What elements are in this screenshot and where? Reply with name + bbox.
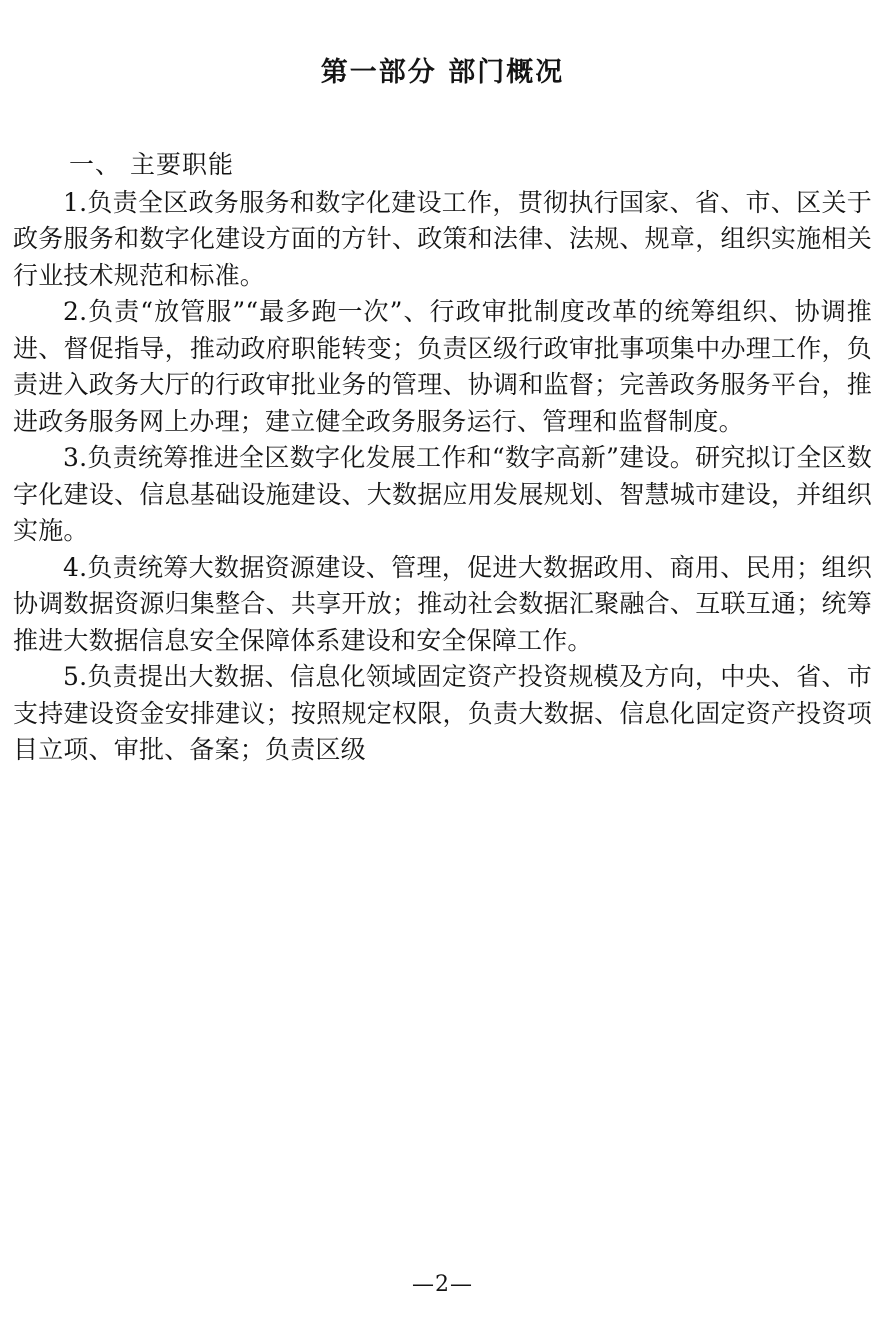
page-number: —2— <box>412 1272 473 1297</box>
paragraph-5: 5.负责提出大数据、信息化领域固定资产投资规模及方向，中央、省、市支持建设资金安排建议；按照规定权限，负责大数据、信息化固定资产投资项目立项、审批、备案；负责区级 <box>13 662 872 765</box>
paragraph-1: 1.负责全区政务服务和数字化建设工作，贯彻执行国家、省、市、区关于政务服务和数字化建设方面的方针、政策和法律、法规、规章，组织实施相关行业技术规范和标准。 <box>13 187 872 290</box>
paragraph-4: 4.负责统筹大数据资源建设、管理，促进大数据政用、商用、民用；组织协调数据资源归集整合、共享开放；推动社会数据汇聚融合、互联互通；统筹推进大数据信息安全保障体系建设和安全保障工作。 <box>13 552 872 655</box>
paragraph-3: 3.负责统筹推进全区数字化发展工作和“数字高新”建设。研究拟订全区数字化建设、信息基础设施建设、大数据应用发展规划、智慧城市建设，并组织实施。 <box>13 443 872 546</box>
document-body <box>0 147 885 769</box>
section-heading-main-duties: 一、 主要职能 <box>69 150 234 180</box>
paragraph-2: 2.负责“放管服”“最多跑一次”、行政审批制度改革的统筹组织、协调推进、督促指导，推动政府职能转变；负责区级行政审批事项集中办理工作，负责进入政务大厅的行政审批业务的管理、协调和监督；完善政务服务平台，推进政务服务网上办理；建立健全政务服务运行、管理和监督制度。 <box>13 297 872 436</box>
page-title: 第一部分 部门概况 <box>320 57 565 88</box>
